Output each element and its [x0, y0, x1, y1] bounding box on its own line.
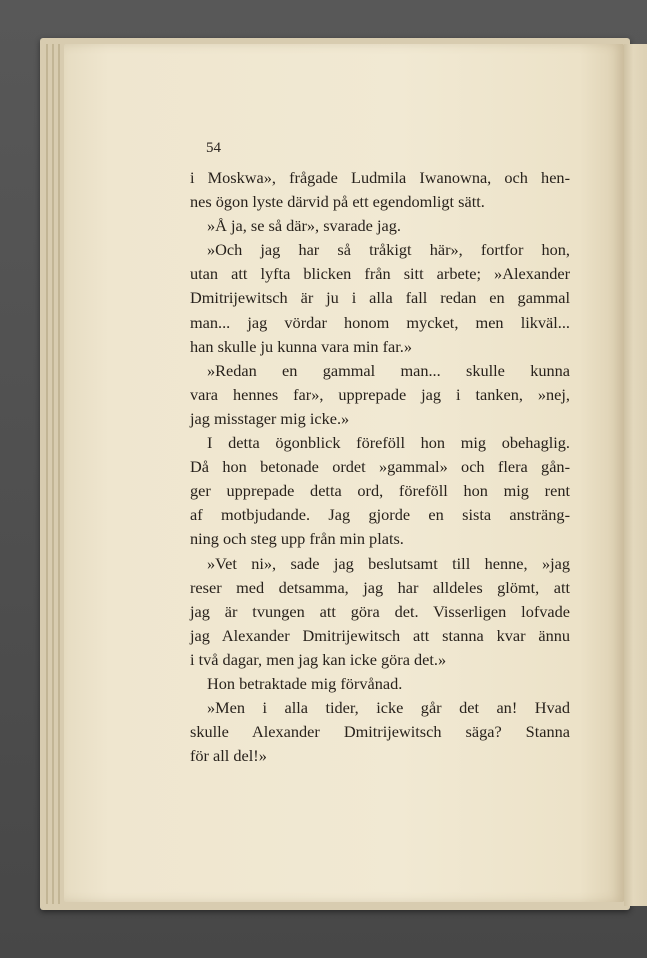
text-line: Då hon betonade ordet »gammal» och flera gån- — [190, 457, 570, 477]
text-line: jag Alexander Dmitrijewitsch att stanna kvar ännu — [190, 625, 570, 645]
text-line: »Redan en gammal man... skulle kunna — [207, 360, 570, 380]
text-line: »Men i alla tider, icke går det an! Hvad — [207, 698, 570, 718]
body-text — [190, 166, 570, 768]
text-line: jag är tvungen att göra det. Visserligen lofvade — [190, 601, 570, 621]
facing-page-edge — [624, 44, 647, 906]
text-line: i Moskwa», frågade Ludmila Iwanowna, och hen- — [190, 168, 570, 187]
text-line: i två dagar, men jag kan icke göra det.» — [190, 649, 447, 669]
page-edge-line — [52, 44, 54, 904]
page-edge-line — [46, 44, 48, 904]
text-line: reser med detsamma, jag har alldeles glömt, att — [190, 577, 570, 597]
text-line: utan att lyfta blicken från sitt arbete; »Alexander — [190, 264, 570, 284]
text-line: »Å ja, se så där», svarade jag. — [207, 216, 401, 236]
text-line: Hon betraktade mig förvånad. — [207, 673, 403, 693]
text-line: skulle Alexander Dmitrijewitsch säga? Stanna — [190, 722, 570, 742]
text-line: vara hennes far», upprepade jag i tanken, »nej, — [190, 384, 570, 404]
text-line: af motbjudande. Jag gjorde en sista ansträng- — [190, 505, 570, 525]
text-line: för all del!» — [190, 746, 267, 766]
text-line: »Och jag har så tråkigt här», fortfor hon, — [207, 240, 570, 260]
page-edge-line — [58, 44, 60, 904]
text-line: ger upprepade detta ord, föreföll hon mig rent — [190, 481, 570, 501]
text-line: I detta ögonblick föreföll hon mig obehaglig. — [207, 433, 570, 453]
text-line: »Vet ni», sade jag beslutsamt till henne, »jag — [207, 553, 570, 573]
page-number: 54 — [206, 140, 221, 156]
text-line: man... jag vördar honom mycket, men likväl... — [190, 312, 570, 332]
text-line: ning och steg upp från min plats. — [190, 529, 404, 549]
text-line: jag misstager mig icke.» — [190, 408, 350, 428]
text-line: han skulle ju kunna vara min far.» — [190, 336, 412, 356]
text-line: nes ögon lyste därvid på ett egendomligt sätt. — [190, 192, 485, 212]
text-line: Dmitrijewitsch är ju i alla fall redan en gammal — [190, 288, 570, 308]
